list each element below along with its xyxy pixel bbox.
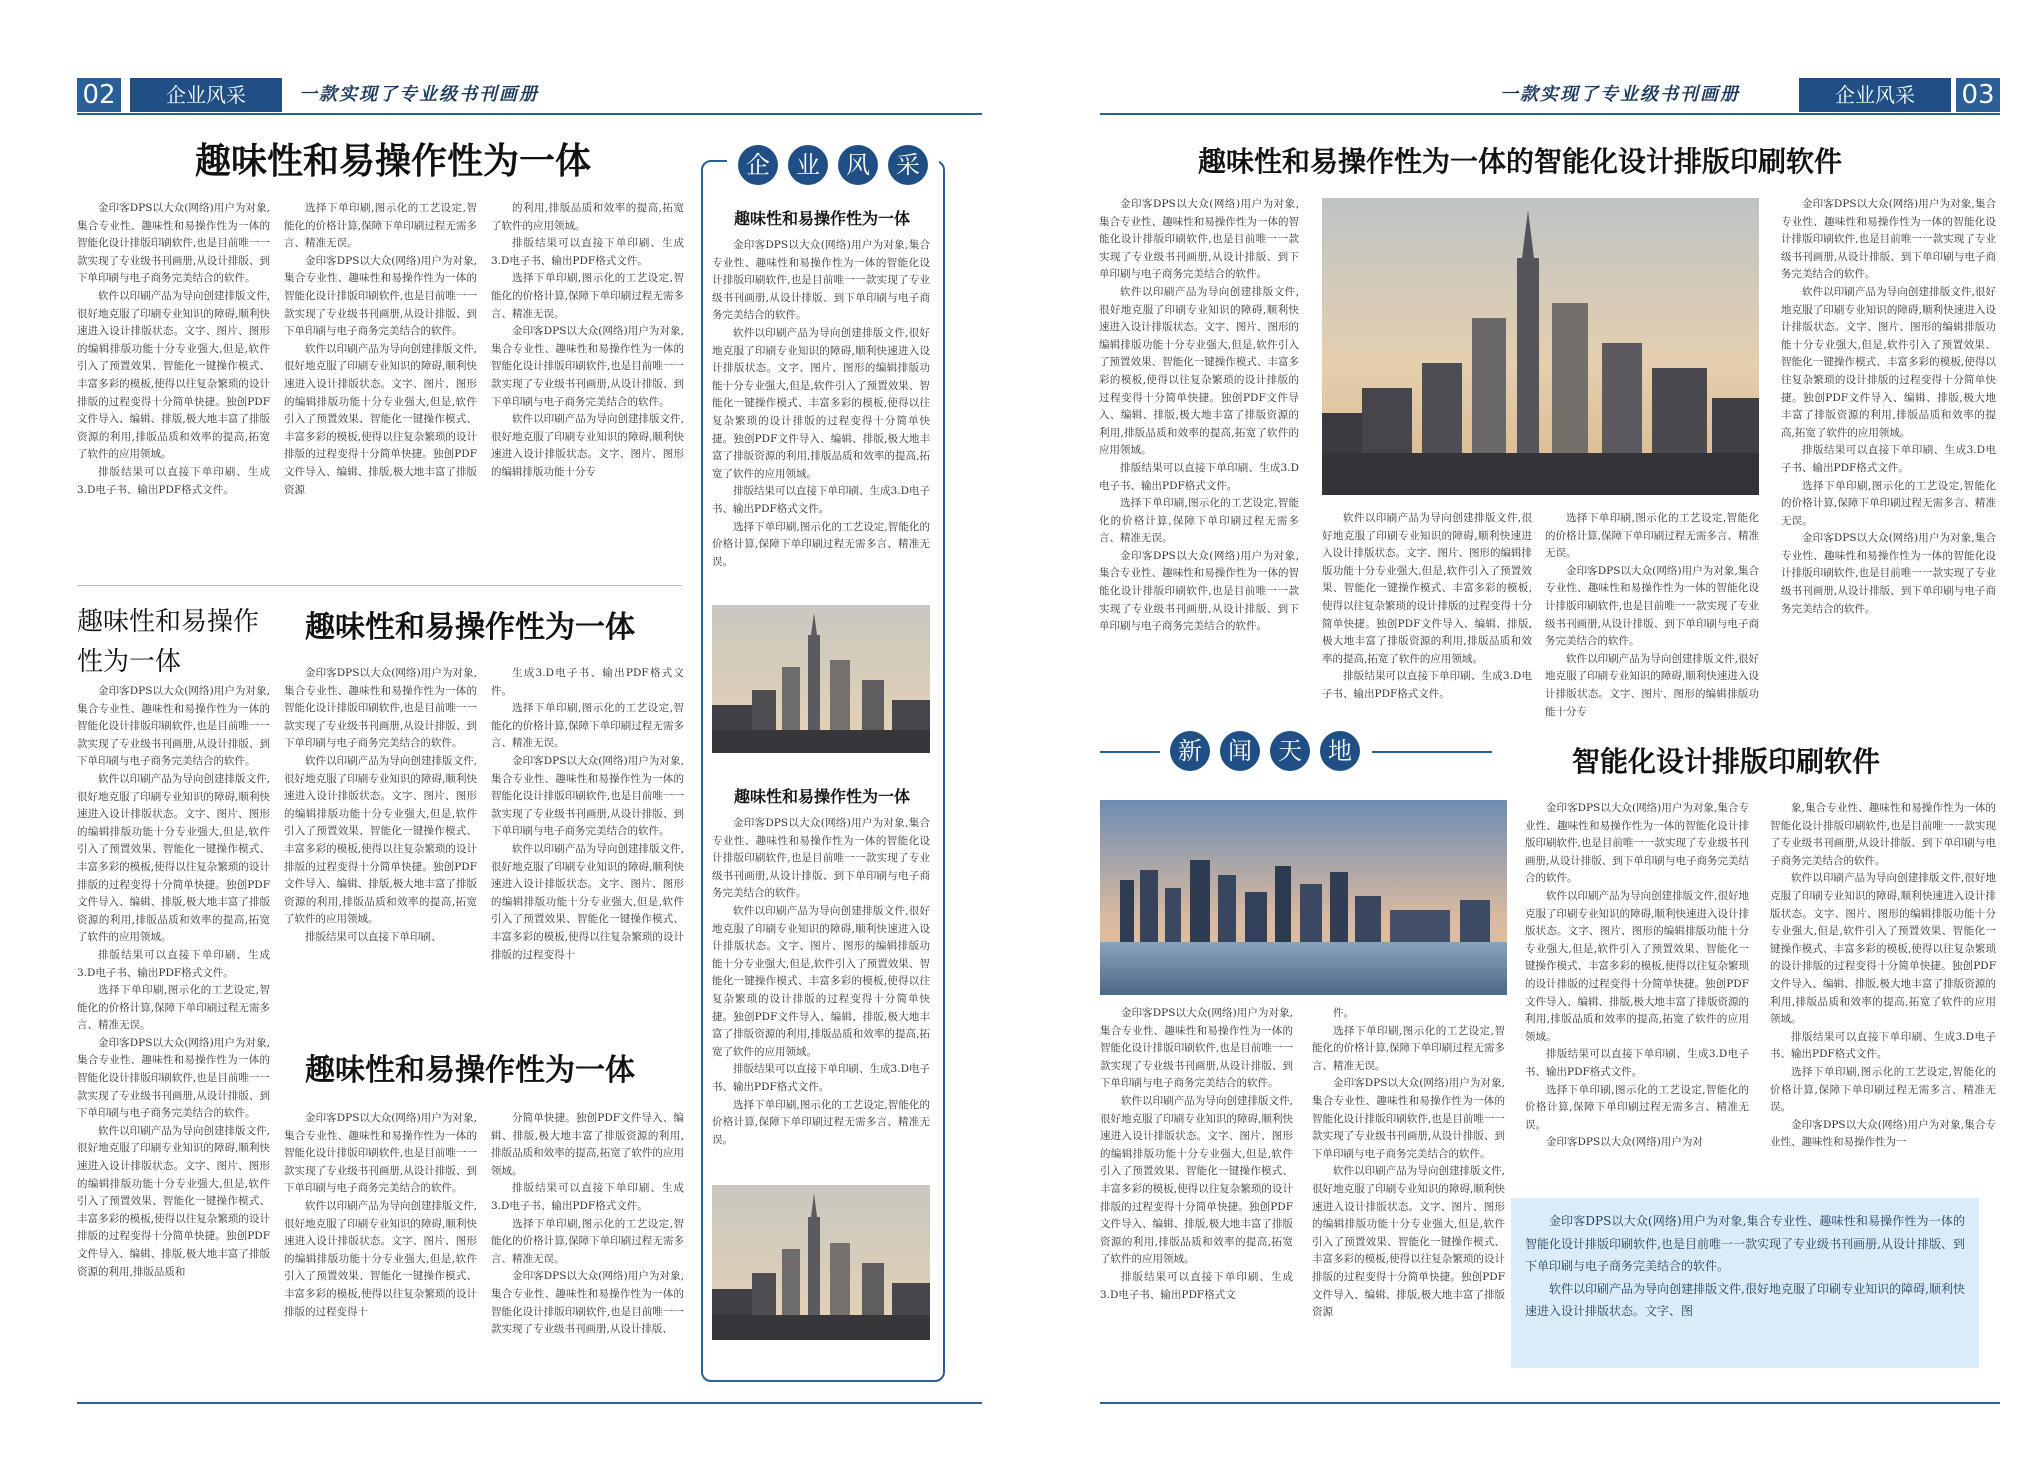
footer-rule <box>77 1402 982 1404</box>
header-tagline: 一款实现了专业级书刊画册 <box>299 84 539 105</box>
paragraph: 排版结果可以直接下单印刷、生成3.D电子书、输出PDF格式文件。 <box>712 1063 930 1093</box>
harbor-skyline-image <box>1100 800 1507 995</box>
paragraph: 软件以印刷产品为导向创建排版文件,很好地克服了印刷专业知识的障碍,顺利快速进入设计排版状态。文字、图片、图形的编辑排版功能十分专业强大,但是,软件引入了预置效果、智能化一键操作模式、丰富多彩的模板,使得以往复杂繁琐的设计排版的过程变得十分简单快捷。独创PDF文件导入、编辑、排版,极大地丰富了排版资源的利用,排版品质和效率的提高,拓宽了软件的应用领域。 <box>1525 889 1749 1043</box>
heading-char: 新 <box>1170 731 1210 771</box>
paragraph: 排版结果可以直接下单印刷、生成3.D电子书、输出PDF格式文件。 <box>491 1182 684 1212</box>
paragraph: 软件以印刷产品为导向创建排版文件,很好地克服了印刷专业知识的障碍,顺利快速进入设计排版状态。文字、图片、图形的编辑排版功能十分专业强大,但是,软件引入了预置效果、智能化一键操作模式、丰富多彩的模板,使得以往复杂繁琐的设计排版的过程变得十分简单快捷。独创PDF文件导入、编辑、排版,极大地丰富了排版资源的利用,排版品质和效率的提高,拓宽了软件的应用领域。 <box>284 754 477 926</box>
paragraph: 软件以印刷产品为导向创建排版文件,很好地克服了印刷专业知识的障碍,顺利快速进入设计排版状态。文字、图片、图形的编辑排版功能十分专业强大,但是,软件引入了预置效果、智能化一键操作模式、丰富多彩的模板,使得以往复杂繁琐的设计排版的过程变得十分简单快捷。独创PDF文件导入、编辑、排版,极大地丰富了排版资源的利用,排版品质和效率的提高,拓宽了软件的应用领域。 <box>1100 1094 1293 1266</box>
callout-box <box>1511 1198 1979 1368</box>
paragraph: 软件以印刷产品为导向创建排版文件,很好地克服了印刷专业知识的障碍,顺利快速进入设计排版状态。文字、图片、图形的编辑排版功能十分专业强大,但是,软件引入了预置效果、智能化一键操作模式、丰富多彩的模板,使得以往复杂繁琐的设计排版的过程变得十 <box>491 842 684 961</box>
sidebar-title-1: 趣味性和易操作性为一体 <box>733 209 910 228</box>
heading-char: 天 <box>1270 731 1310 771</box>
heading-char: 风 <box>838 145 878 185</box>
right-page <box>1020 0 2040 1473</box>
section-label: 企业风采 <box>1799 78 1951 112</box>
paragraph: 软件以印刷产品为导向创建排版文件,很好地克服了印刷专业知识的障碍,顺利快速进入设计排版状态。文字、图片、图形的编辑排版功能十分专业强大,但是,软件引入了预置效果、智能化一键操作模式、丰富多彩的模板,使得以往复杂繁琐的设计排版的过程变得十分简单快捷。独创PDF文件导入、编辑、排版,极大地丰富了排版资源的利用,排版品质和效率的提高,拓宽了软件的应用领域。 <box>1770 872 1996 1026</box>
paragraph: 软件以印刷产品为导向创建排版文件,很好地克服了印刷专业知识的障碍,顺利快速进入设计排版状态。文字、图片、图形的编辑排版功能十分专业强大,但是,软件引入了预置效果、智能化一键操作模式、丰富多彩的模板,使得以往复杂繁琐的设计排版的过程变得十 <box>284 1199 477 1318</box>
paragraph: 选择下单印刷,图示化的工艺设定,智能化的价格计算,保障下单印刷过程无需多言、精准无误。 <box>284 202 477 250</box>
paragraph: 选择下单印刷,图示化的工艺设定,智能化的价格计算,保障下单印刷过程无需多言、精准无误。 <box>1099 497 1299 545</box>
paragraph: 排版结果可以直接下单印刷、生成3.D电子书、输出PDF格式文件。 <box>1525 1048 1749 1078</box>
paragraph: 金印客DPS以大众(网络)用户为对象,集合专业性、趣味性和易操作性为一体的智能化设计排版印刷软件,也是目前唯一一款实现了专业级书刊画册,从设计排版、到下单印刷与电子商务完美结合的软件。 <box>712 817 930 900</box>
city-skyline-image <box>712 1185 930 1340</box>
page-header <box>77 78 982 112</box>
paragraph: 软件以印刷产品为导向创建排版文件,很好地克服了印刷专业知识的障碍,顺利快速进入设计排版状态。文字、图片、图形的编辑排版功能十分专业强大,但是,软件引入了预置效果、智能化一键操作模式、丰富多彩的模板,使得以往复杂繁琐的设计排版的过程变得十分简单快捷。独创PDF文件导入、编辑、排版,极大地丰富了排版资源的利用,排版品质和效率的提高,拓宽了软件的应用领域。 <box>1322 512 1532 665</box>
page-header <box>1100 78 2000 112</box>
paragraph: 排版结果可以直接下单印刷、生成3.D电子书、输出PDF格式文件。 <box>1781 444 1996 474</box>
paragraph: 排版结果可以直接下单印刷、生成3.D电子书、输出PDF格式文件。 <box>1099 461 1299 492</box>
paragraph: 金印客DPS以大众(网络)用户为对象,集合专业性、趣味性和易操作性为一体的智能化设计排版印刷软件,也是目前唯一一款实现了专业级书刊画册,从设计排版、 <box>491 1270 684 1336</box>
paragraph: 金印客DPS以大众(网络)用户为对象,集合专业性、趣味性和易操作性为一体的智能化设计排版印刷软件,也是目前唯一一款实现了专业级书刊画册,从设计排版、到下单印刷与电子商务完美结合的软件。 <box>284 1112 477 1195</box>
paragraph: 金印客DPS以大众(网络)用户为对象,集合专业性、趣味性和易操作性为一体的智能化设计排版印刷软件,也是目前唯一一款实现了专业级书刊画册,从设计排版、到下单印刷与电子商务完美结合的软件。 <box>1525 1214 1965 1274</box>
news-photo <box>1100 800 1507 995</box>
paragraph: 金印客DPS以大众(网络)用户为对象,集合专业性、趣味性和易操作性为一体的智能化设计排版印刷软件,也是目前唯一一款实现了专业级书刊画册,从设计排版、到下单印刷与电子商务完美结合的软件。 <box>491 754 684 838</box>
paragraph: 生成3.D电子书、输出PDF格式文件。 <box>491 667 684 697</box>
paragraph: 选择下单印刷,图示化的工艺设定,智能化的价格计算,保障下单印刷过程无需多言、精准无误。 <box>491 702 684 750</box>
paragraph: 金印客DPS以大众(网络)用户为对象,集合专业性、趣味性和易操作性为一体的智能化设计排版印刷软件,也是目前唯一一款实现了专业级书刊画册,从设计排版、到下单印刷与电子商务完美结合的软件。 <box>284 254 477 338</box>
paragraph: 软件以印刷产品为导向创建排版文件,很好地克服了印刷专业知识的障碍,顺利快速进入设计排版状态。文字、图片、图形的编辑排版功能十分专 <box>1545 652 1759 718</box>
paragraph: 排版结果可以直接下单印刷、生成3.D电子书、输出PDF格式文件。 <box>77 948 270 979</box>
paragraph: 选择下单印刷,图示化的工艺设定,智能化的价格计算,保障下单印刷过程无需多言、精准无误。 <box>1525 1083 1749 1131</box>
paragraph: 排版结果可以直接下单印刷、生成3.D电子书、输出PDF格式文件。 <box>1770 1030 1996 1061</box>
paragraph: 软件以印刷产品为导向创建排版文件,很好地克服了印刷专业知识的障碍,顺利快速进入设计排版状态。文字、图片、图形的编辑排版功能十分专业强大,但是,软件引入了预置效果、智能化一键操作模式、丰富多彩的模板,使得以往复杂繁琐的设计排版的过程变得十分简单快捷。独创PDF文件导入、编辑、排版,极大地丰富了排版资源 <box>1312 1165 1505 1319</box>
paragraph: 金印客DPS以大众(网络)用户为对象,集合专业性、趣味性和易操作性为一体的智能化设计排版印刷软件,也是目前唯一一款实现了专业级书刊画册,从设计排版、到下单印刷与电子商务完美结合的软件。 <box>1781 198 1996 281</box>
heading-char: 闻 <box>1220 731 1260 771</box>
main-title: 趣味性和易操作性为一体的智能化设计排版印刷软件 <box>1198 145 1843 178</box>
paragraph: 选择下单印刷,图示化的工艺设定,智能化的价格计算,保障下单印刷过程无需多言、精准无误。 <box>491 1217 684 1265</box>
sidebar-title-2: 趣味性和易操作性为一体 <box>733 787 910 806</box>
paragraph: 金印客DPS以大众(网络)用户为对象,集合专业性、趣味性和易操作性为一体的智能化设计排版印刷软件,也是目前唯一一款实现了专业级书刊画册,从设计排版、到下单印刷与电子商务完美结合的软件。 <box>1099 549 1299 633</box>
paragraph: 软件以印刷产品为导向创建排版文件,很好地克服了印刷专业知识的障碍,顺利快速进入设计排版状态。文字、图片、图形的编辑排版功能十分专业强大,但是,软件引入了预置效果、智能化一键操作模式、丰富多彩的模板,使得以往复杂繁琐的设计排版的过程变得十分简单快捷。独创PDF文件导入、编辑、排版,极大地丰富了排版资源的利用,排版品质和效率的提高,拓宽了软件的应用领域。 <box>77 289 270 461</box>
paragraph: 件。 <box>1333 1007 1354 1019</box>
paragraph: 选择下单印刷,图示化的工艺设定,智能化的价格计算,保障下单印刷过程无需多言、精准无误。 <box>1770 1065 1996 1114</box>
paragraph: 排版结果可以直接下单印刷、生成3.D电子书、输出PDF格式文件。 <box>712 485 930 515</box>
paragraph: 金印客DPS以大众(网络)用户为对象,集合专业性、趣味性和易操作性为一体的智能化设计排版印刷软件,也是目前唯一一款实现了专业级书刊画册,从设计排版、到下单印刷与电子商务完美结合的软件。 <box>77 685 270 768</box>
sidebar-text-2 <box>712 815 930 1177</box>
news-column-1 <box>1100 1005 1293 1375</box>
paragraph: 金印客DPS以大众(网络)用户为对象,集合专业性、趣味性和易操作性为一体的智能化设计排版印刷软件,也是目前唯一一款实现了专业级书刊画册,从设计排版、到下单印刷与电子商务完美结合的软件。 <box>491 325 684 408</box>
paragraph: 的利用,排版品质和效率的提高,拓宽了软件的应用领域。 <box>491 202 684 232</box>
article-column-e <box>491 1110 684 1375</box>
paragraph: 排版结果可以直接下单印刷、生成3.D电子书、输出PDF格式文件。 <box>77 465 270 496</box>
article-column-3 <box>491 200 684 564</box>
heading-char: 地 <box>1320 731 1360 771</box>
news-sub-title: 智能化设计排版印刷软件 <box>1572 745 1881 778</box>
paragraph: 排版结果可以直接下单印刷、生成3.D电子书、输出PDF格式文件。 <box>491 237 684 267</box>
paragraph: 软件以印刷产品为导向创建排版文件,很好地克服了印刷专业知识的障碍,顺利快速进入设计排版状态。文字、图片、图形的编辑排版功能十分专业强大,但是,软件引入了预置效果、智能化一键操作模式、丰富多彩的模板,使得以往复杂繁琐的设计排版的过程变得十分简单快捷。独创PDF文件导入、编辑、排版,极大地丰富了排版资源的利用,排版品质和效率的提高,拓宽了软件的应用领域。 <box>1099 285 1299 457</box>
paragraph: 金印客DPS以大众(网络)用户为对象,集合专业性、趣味性和易操作性为一体的智能化设计排版印刷软件,也是目前唯一一款实现了专业级书刊画册,从设计排版、到下单印刷与电子商务完美结合的软件。 <box>1781 532 1996 615</box>
paragraph: 金印客DPS以大众(网络)用户为对象,集合专业性、趣味性和易操作性为一体的智能化设计排版印刷软件,也是目前唯一一款实现了专业级书刊画册,从设计排版、到下单印刷与电子商务完美结合的软件。 <box>1099 198 1299 281</box>
news-column-2 <box>1312 1005 1505 1375</box>
paragraph: 软件以印刷产品为导向创建排版文件,很好地克服了印刷专业知识的障碍,顺利快速进入设计排版状态。文字、图片、图形的编辑排版功能十分专业强大,但是,软件引入了预置效果、智能化一键操作模式、丰富多彩的模板,使得以往复杂繁琐的设计排版的过程变得十分简单快捷。独创PDF文件导入、编辑、排版,极大地丰富了排版资源的利用,排版品质和效率的提高,拓宽了软件的应用领域。 <box>712 904 930 1058</box>
paragraph: 金印客DPS以大众(网络)用户为对象,集合专业性、趣味性和易操作性为一 <box>1770 1118 1996 1149</box>
header-rule <box>77 113 982 115</box>
footer-rule <box>1100 1402 2000 1404</box>
sub-title-1: 趣味性和易操作性为一体 <box>305 610 635 645</box>
article-column-2 <box>284 200 477 564</box>
paragraph: 金印客DPS以大众(网络)用户为对象,集合专业性、趣味性和易操作性为一体的智能化设计排版印刷软件,也是目前唯一一款实现了专业级书刊画册,从设计排版、到下单印刷与电子商务完美结合的软件。 <box>1100 1007 1293 1090</box>
paragraph: 选择下单印刷,图示化的工艺设定,智能化的价格计算,保障下单印刷过程无需多言、精准无误。 <box>712 520 930 568</box>
paragraph: 选择下单印刷,图示化的工艺设定,智能化的价格计算,保障下单印刷过程无需多言、精准无误。 <box>1781 479 1996 527</box>
sidebar-photo-1 <box>712 605 930 753</box>
page-number: 02 <box>77 78 121 112</box>
callout-text <box>1511 1210 1979 1323</box>
header-tagline: 一款实现了专业级书刊画册 <box>1500 84 1740 105</box>
paragraph: 软件以印刷产品为导向创建排版文件,很好地克服了印刷专业知识的障碍,顺利快速进入设计排版状态。文字、图 <box>1525 1281 1965 1319</box>
paragraph: 选择下单印刷,图示化的工艺设定,智能化的价格计算,保障下单印刷过程无需多言、精准无误。 <box>77 984 270 1032</box>
heading-char: 采 <box>888 145 928 185</box>
article-column-3 <box>1545 510 1759 718</box>
paragraph: 软件以印刷产品为导向创建排版文件,很好地克服了印刷专业知识的障碍,顺利快速进入设计排版状态。文字、图片、图形的编辑排版功能十分专业强大,但是,软件引入了预置效果、智能化一键操作模式、丰富多彩的模板,使得以往复杂繁琐的设计排版的过程变得十分简单快捷。独创PDF文件导入、编辑、排版,极大地丰富了排版资源 <box>284 342 477 496</box>
paragraph: 选择下单印刷,图示化的工艺设定,智能化的价格计算,保障下单印刷过程无需多言、精准无误。 <box>712 1098 930 1146</box>
paragraph: 金印客DPS以大众(网络)用户为对象,集合专业性、趣味性和易操作性为一体的智能化设计排版印刷软件,也是目前唯一一款实现了专业级书刊画册,从设计排版、到下单印刷与电子商务完美结合的软件。 <box>1525 802 1749 885</box>
paragraph: 排版结果可以直接下单印刷、 <box>305 930 442 943</box>
sub-title-2: 趣味性和易操作性为一体 <box>305 1053 635 1088</box>
section-divider <box>77 585 682 586</box>
paragraph: 软件以印刷产品为导向创建排版文件,很好地克服了印刷专业知识的障碍,顺利快速进入设计排版状态。文字、图片、图形的编辑排版功能十分专业强大,但是,软件引入了预置效果、智能化一键操作模式、丰富多彩的模板,使得以往复杂繁琐的设计排版的过程变得十分简单快捷。独创PDF文件导入、编辑、排版,极大地丰富了排版资源的利用,排版品质和效率的提高,拓宽了软件的应用领域。 <box>712 326 930 480</box>
city-skyline-image <box>712 605 930 753</box>
city-skyline-image <box>1322 198 1759 495</box>
article-photo <box>1322 198 1759 495</box>
paragraph: 金印客DPS以大众(网络)用户为对象,集合专业性、趣味性和易操作性为一体的智能化设计排版印刷软件,也是目前唯一一款实现了专业级书刊画册,从设计排版、到下单印刷与电子商务完美结合的软件。 <box>77 202 270 285</box>
paragraph: 金印客DPS以大众(网络)用户为对 <box>1546 1136 1703 1149</box>
paragraph: 金印客DPS以大众(网络)用户为对象,集合专业性、趣味性和易操作性为一体的智能化设计排版印刷软件,也是目前唯一一款实现了专业级书刊画册,从设计排版、到下单印刷与电子商务完美结合的软件。 <box>712 239 930 322</box>
header-rule <box>1100 113 2000 115</box>
article-column-b <box>284 665 477 1025</box>
article-column-1 <box>1099 196 1299 706</box>
paragraph: 排版结果可以直接下单印刷、生成3.D电子书、输出PDF格式文件。 <box>1322 670 1532 700</box>
heading-char: 业 <box>788 145 828 185</box>
news-heading <box>1165 731 1365 771</box>
paragraph: 选择下单印刷,图示化的工艺设定,智能化的价格计算,保障下单印刷过程无需多言、精准无误。 <box>1312 1024 1505 1072</box>
sidebar-photo-2 <box>712 1185 930 1340</box>
article-column-d <box>284 1110 477 1375</box>
article-column-2 <box>1322 510 1532 706</box>
news-rule-left <box>1100 751 1160 753</box>
paragraph: 软件以印刷产品为导向创建排版文件,很好地克服了印刷专业知识的障碍,顺利快速进入设计排版状态。文字、图片、图形的编辑排版功能十分专业强大,但是,软件引入了预置效果、智能化一键操作模式、丰富多彩的模板,使得以往复杂繁琐的设计排版的过程变得十分简单快捷。独创PDF文件导入、编辑、排版,极大地丰富了排版资源的利用,排版品质和 <box>77 1124 270 1278</box>
paragraph: 软件以印刷产品为导向创建排版文件,很好地克服了印刷专业知识的障碍,顺利快速进入设计排版状态。文字、图片、图形的编辑排版功能十分专 <box>491 413 684 478</box>
page-number: 03 <box>1956 78 2000 112</box>
news-rule-right <box>1372 751 1492 753</box>
paragraph: 分简单快捷。独创PDF文件导入、编辑、排版,极大地丰富了排版资源的利用,排版品质和效率的提高,拓宽了软件的应用领域。 <box>491 1112 684 1177</box>
paragraph: 选择下单印刷,图示化的工艺设定,智能化的价格计算,保障下单印刷过程无需多言、精准无误。 <box>1545 512 1759 560</box>
paragraph: 金印客DPS以大众(网络)用户为对象,集合专业性、趣味性和易操作性为一体的智能化设计排版印刷软件,也是目前唯一一款实现了专业级书刊画册,从设计排版、到下单印刷与电子商务完美结合的软件。 <box>1545 564 1759 648</box>
main-title: 趣味性和易操作性为一体 <box>195 141 592 182</box>
sidebar-text-1 <box>712 237 930 599</box>
paragraph: 象,集合专业性、趣味性和易操作性为一体的智能化设计排版印刷软件,也是目前唯一一款实现了专业级书刊画册,从设计排版、到下单印刷与电子商务完美结合的软件。 <box>1770 802 1996 867</box>
paragraph: 软件以印刷产品为导向创建排版文件,很好地克服了印刷专业知识的障碍,顺利快速进入设计排版状态。文字、图片、图形的编辑排版功能十分专业强大,但是,软件引入了预置效果、智能化一键操作模式、丰富多彩的模板,使得以往复杂繁琐的设计排版的过程变得十分简单快捷。独创PDF文件导入、编辑、排版,极大地丰富了排版资源的利用,排版品质和效率的提高,拓宽了软件的应用领域。 <box>1781 285 1996 439</box>
sidebar-heading <box>727 145 939 185</box>
article-column-4 <box>1781 196 1996 706</box>
article-column-a <box>77 683 270 1373</box>
paragraph: 金印客DPS以大众(网络)用户为对象,集合专业性、趣味性和易操作性为一体的智能化设计排版印刷软件,也是目前唯一一款实现了专业级书刊画册,从设计排版、到下单印刷与电子商务完美结合的软件。 <box>77 1036 270 1120</box>
paragraph: 金印客DPS以大众(网络)用户为对象,集合专业性、趣味性和易操作性为一体的智能化设计排版印刷软件,也是目前唯一一款实现了专业级书刊画册,从设计排版、到下单印刷与电子商务完美结合的软件。 <box>1312 1077 1505 1160</box>
article-column-1 <box>77 200 270 564</box>
section-label: 企业风采 <box>130 78 282 112</box>
heading-char: 企 <box>738 145 778 185</box>
sub-title-small: 趣味性和易操作性为一体 <box>77 607 260 677</box>
paragraph: 金印客DPS以大众(网络)用户为对象,集合专业性、趣味性和易操作性为一体的智能化设计排版印刷软件,也是目前唯一一款实现了专业级书刊画册,从设计排版、到下单印刷与电子商务完美结合的软件。 <box>284 667 477 750</box>
article-column-c <box>491 665 684 1025</box>
news-column-3 <box>1525 800 1749 1190</box>
news-column-4 <box>1770 800 1996 1190</box>
paragraph: 排版结果可以直接下单印刷、生成3.D电子书、输出PDF格式文 <box>1100 1270 1293 1301</box>
paragraph: 选择下单印刷,图示化的工艺设定,智能化的价格计算,保障下单印刷过程无需多言、精准无误。 <box>491 272 684 320</box>
paragraph: 软件以印刷产品为导向创建排版文件,很好地克服了印刷专业知识的障碍,顺利快速进入设计排版状态。文字、图片、图形的编辑排版功能十分专业强大,但是,软件引入了预置效果、智能化一键操作模式、丰富多彩的模板,使得以往复杂繁琐的设计排版的过程变得十分简单快捷。独创PDF文件导入、编辑、排版,极大地丰富了排版资源的利用,排版品质和效率的提高,拓宽了软件的应用领域。 <box>77 772 270 944</box>
